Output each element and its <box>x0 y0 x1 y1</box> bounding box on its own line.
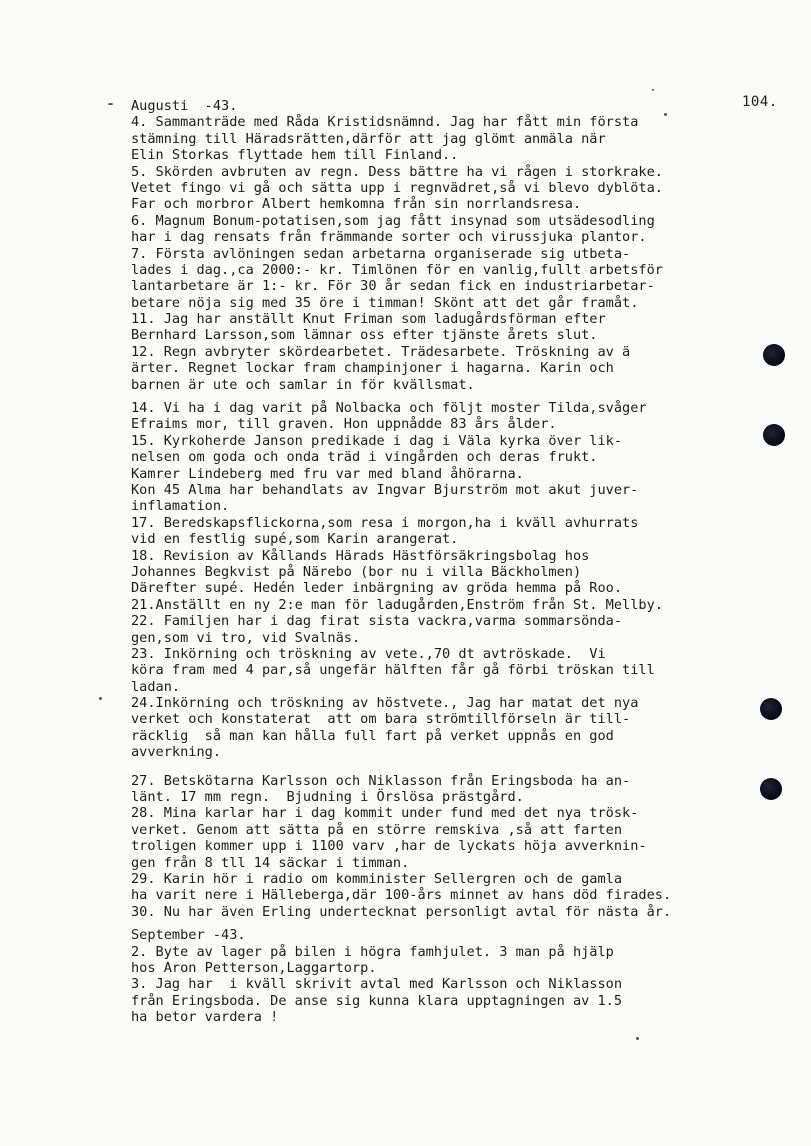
paper-speck <box>108 103 113 105</box>
entry-aug-24 <box>131 695 771 761</box>
entry-aug-14 <box>131 400 771 433</box>
text-line: avverkning. <box>131 744 222 761</box>
text-line: 21.Anställt en ny 2:e man för ladugården,Enström från St. Mellby. <box>131 596 663 613</box>
text-line: 30. Nu har även Erling undertecknat personligt avtal för nästa år. <box>131 903 672 920</box>
text-line: verket och konstaterat att om bara strömtillförseln är till- <box>131 711 631 728</box>
entry-aug-15-cow <box>131 482 771 515</box>
text-line: 3. Jag har i kväll skrivit avtal med Karlsson och Niklasson <box>131 976 623 993</box>
text-line: 27. Betskötarna Karlsson och Niklasson från Eringsboda ha an- <box>131 772 631 789</box>
month-heading <box>131 98 771 114</box>
text-line: barnen är ute och samlar in för kvällsmat. <box>131 376 475 393</box>
text-line: Augusti -43. <box>131 98 238 114</box>
text-line: betare nöja sig med 35 öre i timman! Skönt att det går framåt. <box>131 294 639 311</box>
text-line: Vetet fingo vi gå och sätta upp i regnvädret,så vi blevo dyblöta. <box>131 179 663 196</box>
entry-aug-5 <box>131 164 771 213</box>
text-line: räcklig så man kan hålla full fart på verket uppnås en god <box>131 727 614 744</box>
text-line: 6. Magnum Bonum-potatisen,som jag fått insynad som utsädesodling <box>131 212 655 229</box>
text-line: nelsen om goda och onda träd i vingården och deras frukt. <box>131 449 598 466</box>
entry-aug-27 <box>131 773 771 806</box>
text-line: gen,som vi tro, vid Svalnäs. <box>131 629 361 646</box>
text-line: verket. Genom att sätta på en större remskiva ,så att farten <box>131 821 623 838</box>
entry-aug-6 <box>131 213 771 246</box>
entry-aug-29 <box>131 871 771 904</box>
text-line: från Eringsboda. De anse sig kunna klara upptagningen av 1.5 <box>131 992 623 1009</box>
month-heading <box>131 927 771 943</box>
paper-speck <box>99 697 102 700</box>
text-line: Efraims mor, till graven. Hon uppnådde 83 års ålder. <box>131 416 557 433</box>
entry-aug-4 <box>131 114 771 163</box>
entry-aug-17 <box>131 515 771 548</box>
text-line: 15. Kyrkoherde Janson predikade i dag i Väla kyrka över lik- <box>131 432 623 449</box>
text-line: 12. Regn avbryter skördearbetet. Trädesarbete. Tröskning av ä <box>131 343 631 360</box>
entry-aug-12 <box>131 344 771 393</box>
text-line: ha betor vardera ! <box>131 1009 279 1026</box>
entry-aug-22 <box>131 613 771 646</box>
text-line: 14. Vi ha i dag varit på Nolbacka och följt moster Tilda,svåger <box>131 400 647 417</box>
text-line: köra fram med 4 par,så ungefär hälften får gå förbi tröskan till <box>131 662 655 679</box>
text-line: 2. Byte av lager på bilen i högra famhjulet. 3 man på hjälp <box>131 943 614 960</box>
entry-aug-18 <box>131 548 771 597</box>
text-line: troligen kommer upp i 1100 varv ,har de lyckats höja avverknin- <box>131 838 647 855</box>
text-line: Johannes Begkvist på Närebo (bor nu i villa Bäckholmen) <box>131 563 582 580</box>
text-line: har i dag rensats från främmande sorter och virussjuka plantor. <box>131 229 647 246</box>
text-line: Kamrer Lindeberg med fru var med bland åhörarna. <box>131 465 524 482</box>
text-line: 5. Skörden avbruten av regn. Dess bättre ha vi rågen i storkrake. <box>131 163 663 180</box>
entry-aug-30 <box>131 904 771 920</box>
entry-aug-21 <box>131 597 771 613</box>
entry-sep-3 <box>131 976 771 1025</box>
entry-aug-23 <box>131 646 771 695</box>
entry-aug-11 <box>131 311 771 344</box>
text-line: 23. Inkörning och tröskning av vete.,70 dt avtröskade. Vi <box>131 645 606 662</box>
text-line: 7. Första avlöningen sedan arbetarna organiserade sig utbeta- <box>131 245 631 262</box>
diary-text <box>131 98 771 1025</box>
entry-aug-7 <box>131 246 771 312</box>
paper-speck <box>652 89 654 91</box>
text-line: lades i dag.,ca 2000:- kr. Timlönen för en vanlig,fullt arbetsför <box>131 261 663 278</box>
text-line: lantarbetare är 1:- kr. För 30 år sedan fick en industriarbetar- <box>131 278 655 295</box>
text-line: Bernhard Larsson,som lämnar oss efter tjänste årets slut. <box>131 327 598 344</box>
text-line: 29. Karin hör i radio om komminister Sellergren och de gamla <box>131 870 623 887</box>
text-line: 28. Mina karlar har i dag kommit under fund med det nya trösk- <box>131 805 639 822</box>
text-line: 17. Beredskapsflickorna,som resa i morgon,ha i kväll avhurrats <box>131 514 639 531</box>
text-line: ärter. Regnet lockar fram champinjoner i hagarna. Karin och <box>131 360 614 377</box>
text-line: Kon 45 Alma har behandlats av Ingvar Bjurström mot akut juver- <box>131 481 639 498</box>
text-line: 22. Familjen har i dag firat sista vackra,varma sommarsönda- <box>131 613 623 630</box>
text-line: hos Aron Petterson,Laggartorp. <box>131 959 377 976</box>
entry-sep-2 <box>131 944 771 977</box>
text-line: länt. 17 mm regn. Bjudning i Örslösa prästgård. <box>131 789 524 806</box>
entry-aug-28 <box>131 805 771 871</box>
text-line: 4. Sammanträde med Råda Kristidsnämnd. Jag har fått min första <box>131 114 639 131</box>
text-line: Elin Storkas flyttade hem till Finland.. <box>131 147 459 164</box>
text-line: 24.Inkörning och tröskning av höstvete., Jag har matat det nya <box>131 695 639 712</box>
text-line: stämning till Häradsrätten,därför att jag glömt anmäla när <box>131 130 606 147</box>
text-line: vid en festlig supé,som Karin arangerat. <box>131 531 459 548</box>
text-line: inflamation. <box>131 498 230 515</box>
text-line: ha varit nere i Hälleberga,där 100-års minnet av hans död firades. <box>131 887 672 904</box>
entry-aug-15 <box>131 433 771 482</box>
page-number: 104. <box>742 94 778 110</box>
text-line: September -43. <box>131 927 246 944</box>
text-line: 18. Revision av Kållands Härads Hästförsäkringsbolag hos <box>131 547 590 564</box>
text-line: ladan. <box>131 678 181 695</box>
text-line: Därefter supé. Hedén leder inbärgning av gröda hemma på Roo. <box>131 580 623 597</box>
text-line: gen från 8 tll 14 säckar i timman. <box>131 854 410 871</box>
paper-speck <box>636 1037 639 1040</box>
text-line: Far och morbror Albert hemkomna från sin norrlandsresa. <box>131 196 582 213</box>
text-line: 11. Jag har anställt Knut Friman som ladugårdsförman efter <box>131 311 606 328</box>
